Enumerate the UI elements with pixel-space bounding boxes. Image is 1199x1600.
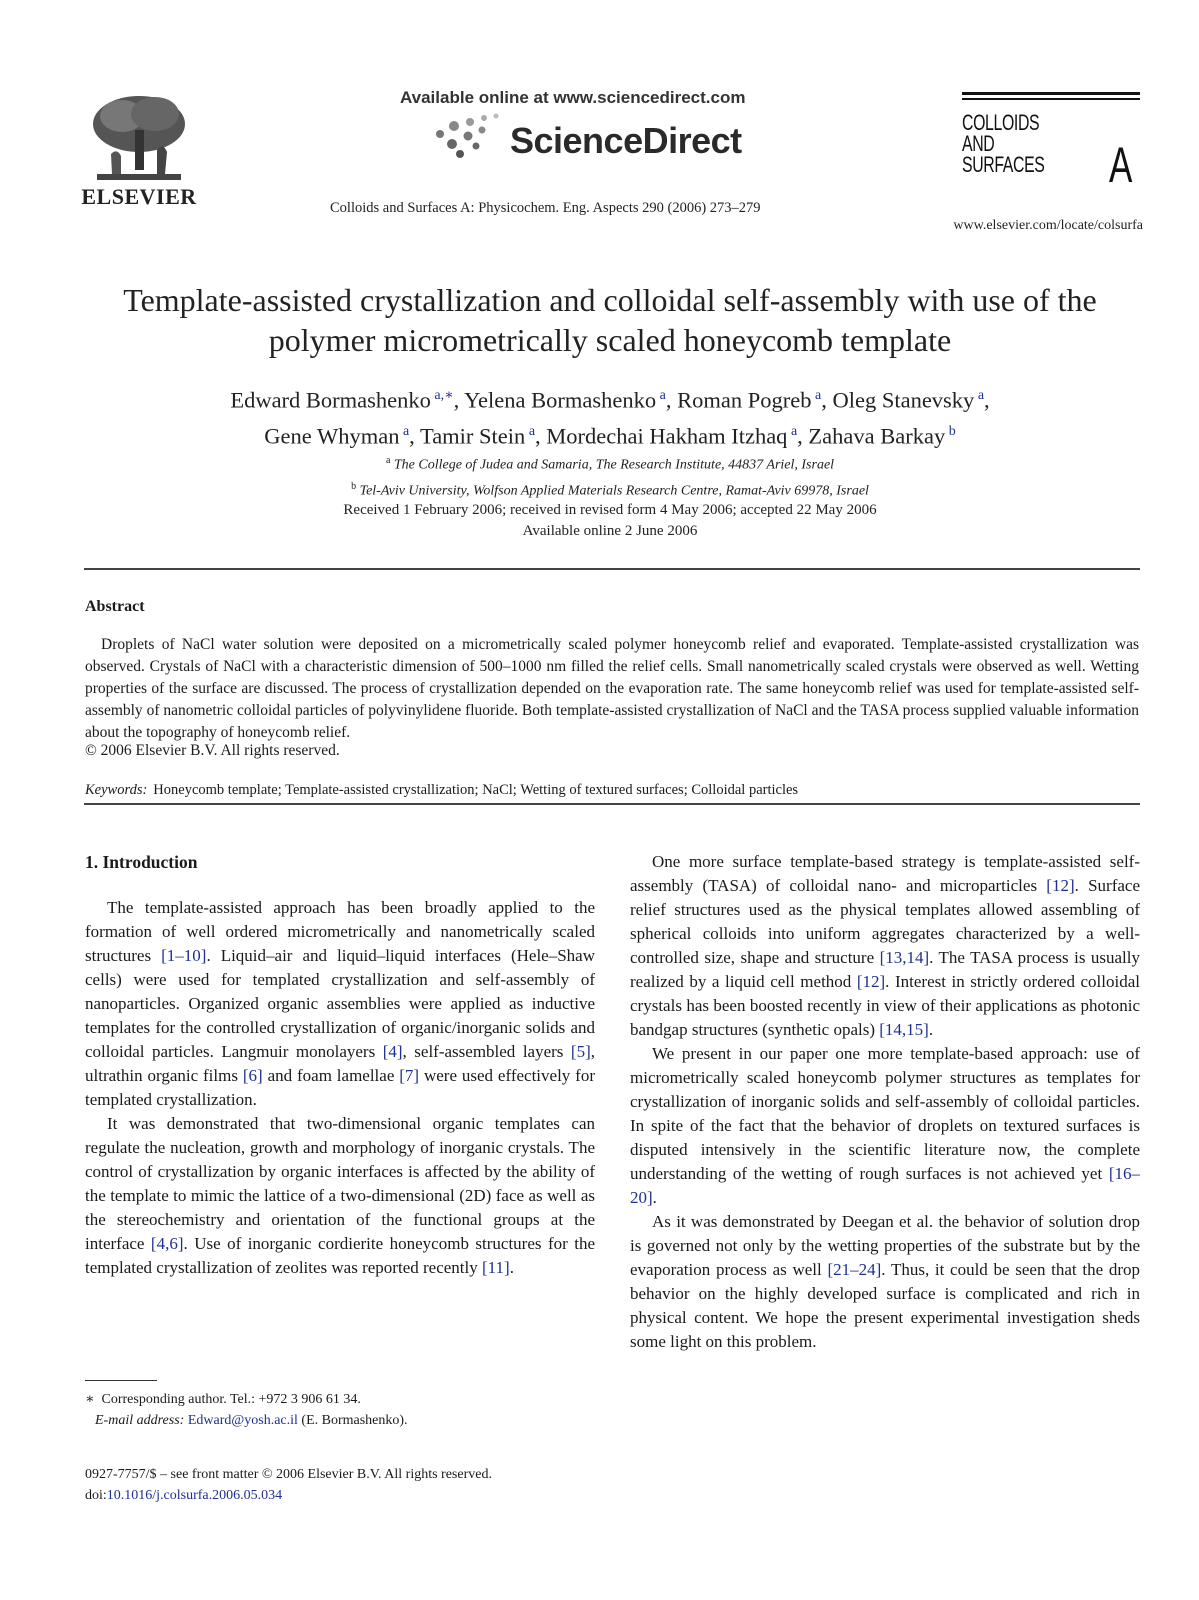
elsevier-logo <box>80 90 198 210</box>
affiliation-line <box>80 476 1140 502</box>
email-label: E-mail address: <box>95 1413 185 1428</box>
author-name: Yelena Bormashenko <box>464 387 657 413</box>
received-dates: Received 1 February 2006; received in revised form 4 May 2006; accepted 22 May 2006 <box>343 502 877 518</box>
email-owner: (E. Bormashenko). <box>301 1413 408 1428</box>
body-paragraph: It was demonstrated that two-dimensional organic templates can regulate the nucleation, growth and morphology of inorganic crystals. The control of crystallization by organic interfaces is affected by the ability of the template to mimic the lattice of a two-dimensional (2D) face as well as the stereochemistry and orientation of the functional groups at the interface [4,6]. Use of inorganic cordierite honeycomb structures for the templated crystallization of zeolites was reported recently [11]. <box>85 1114 595 1277</box>
citation-link[interactable]: [4,6] <box>150 1234 184 1253</box>
body-paragraph: One more surface template-based strategy is template-assisted self-assembly (TASA) of colloidal nano- and microparticles [12]. Surface relief structures used as the physical templates allowed assembling of spherical colloids into uniform aggregates characterized by a well-controlled size, shape and structure [13,14]. The TASA process is usually realized by a liquid cell method [12]. Interest in strictly ordered colloidal crystals has been boosted recently in view of their applications as photonic bandgap structures (synthetic opals) [14,15]. <box>630 852 1140 1039</box>
author-affiliation-mark[interactable]: a <box>525 423 536 439</box>
author-name: Zahava Barkay <box>808 423 946 448</box>
author-affiliation-mark[interactable]: a <box>787 423 798 439</box>
available-online-text: Available online at www.sciencedirect.com <box>400 88 746 107</box>
citation-link[interactable]: [5] <box>570 1042 591 1061</box>
section-heading: 1. Introduction <box>85 852 198 872</box>
abstract-text: Droplets of NaCl water solution were deposited on a micrometrically scaled polymer honeycomb relief and evaporated. Template-assisted crystallization was observed. Crystals of NaCl with a characteristic dimension of 500–1000 nm filled the relief cells. Small nanometrically scaled crystals were observed as well. Wetting properties of the surface are discussed. The process of crystallization depended on the evaporation rate. The same honeycomb relief was used for template-assisted self-assembly of nanometric colloidal particles of polyvinylidene fluoride. Both template-assisted crystallization of NaCl and the TASA process supplied valuable information about the topography of honeycomb relief. <box>85 636 1139 741</box>
journal-logo-letter: A <box>1108 137 1132 193</box>
citation-link[interactable]: [16–20] <box>630 1164 1140 1207</box>
body-paragraph: As it was demonstrated by Deegan et al. the behavior of solution drop is governed not only by the wetting properties of the substrate but by the evaporation process as well [21–24]. Thus, it could be seen that the drop behavior on the highly developed surface is complicated and rich in physical content. We hope the present experimental investigation sheds some light on this problem. <box>630 1212 1140 1351</box>
author-affiliation-mark[interactable]: a <box>811 388 822 403</box>
citation-link[interactable]: [12] <box>856 972 886 991</box>
citation-link[interactable]: [4] <box>382 1042 403 1061</box>
rule-top <box>84 568 1140 570</box>
citation-link[interactable]: [12] <box>1046 876 1075 895</box>
author-list: Edward Bormashenko $^{a,∗}$, Yelena Bormashenko $^a$, Roman Pogreb $^a$, Oleg Stanevsky $^a$, Gene Whyman $^a$, Tamir Stein $^a$, Mordechai Hakham Itzhaq $^a$, Zahava Barkay $^b$ <box>230 387 990 448</box>
journal-url[interactable]: www.elsevier.com/locate/colsurfa <box>953 218 1143 233</box>
affiliation-mark: a <box>385 455 391 466</box>
rule-bottom <box>84 803 1140 805</box>
keywords-list: Honeycomb template; Template-assisted crystallization; NaCl; Wetting of textured surfaces; Colloidal particles <box>153 782 799 798</box>
affiliation-line <box>80 450 1140 476</box>
author-name: Gene Whyman <box>264 423 400 448</box>
body-paragraph: The template-assisted approach has been broadly applied to the formation of well ordered micrometrically and nanometrically scaled structures [1–10]. Liquid–air and liquid–liquid interfaces (Hele–Shaw cells) were used for templated crystallization and self-assembly of nanoparticles. Organized organic assemblies were applied as inductive templates for the controlled crystallization of organic/inorganic solids and colloidal particles. Langmuir monolayers [4], self-assembled layers [5], ultrathin organic films [6] and foam lamellae [7] were used effectively for templated crystallization. <box>85 898 595 1109</box>
author-name: Edward Bormashenko <box>230 387 431 413</box>
issn-line: 0927-7757/$ – see front matter © 2006 Elsevier B.V. All rights reserved. <box>85 1467 492 1482</box>
citation-link[interactable]: [21–24] <box>827 1260 882 1279</box>
doi-link[interactable]: 10.1016/j.colsurfa.2006.05.034 <box>106 1488 283 1503</box>
affiliations <box>80 450 1140 501</box>
journal-reference: Colloids and Surfaces A: Physicochem. Eng. Aspects 290 (2006) 273–279 <box>330 200 761 216</box>
author-name: Mordechai Hakham Itzhaq <box>546 423 788 448</box>
author-affiliation-mark[interactable]: a <box>656 388 666 403</box>
doi-label: doi: <box>85 1488 107 1503</box>
journal-logo-title: COLLOIDS AND SURFACES <box>962 109 1045 177</box>
author-affiliation-mark[interactable]: a,∗ <box>430 388 454 403</box>
author-affiliation-mark[interactable]: b <box>945 423 956 439</box>
citation-link[interactable]: [11] <box>481 1258 510 1277</box>
citation-link[interactable]: [13,14] <box>879 948 930 967</box>
affiliation-text: The College of Judea and Samaria, The Research Institute, 44837 Ariel, Israel <box>390 457 835 473</box>
journal-logo-bar-thin <box>962 98 1140 100</box>
front-matter <box>85 1464 492 1506</box>
footnote-mark: ∗ <box>85 1392 95 1407</box>
footnote-line: Corresponding author. Tel.: +972 3 906 61 34. <box>101 1392 361 1407</box>
article-dates <box>80 500 1140 542</box>
journal-logo <box>962 92 1140 193</box>
footnote-rule <box>85 1380 157 1381</box>
keywords-label: Keywords: <box>85 782 148 798</box>
paper-title: Template-assisted crystallization and colloidal self-assembly with use of the polymer micrometrically scaled honeycomb template <box>123 282 1097 358</box>
left-paragraphs <box>85 896 595 1280</box>
affiliation-mark: b <box>351 480 357 492</box>
author-name: Oleg Stanevsky <box>832 387 975 413</box>
citation-link[interactable]: [1–10] <box>161 946 207 965</box>
body-paragraph: We present in our paper one more template-based approach: use of micrometrically scaled honeycomb polymer structures as templates for crystallization of inorganic solids and self-assembly of colloidal particles. In spite of the fact that the behavior of droplets on textured surfaces is disputed intensively in the scientific literature now, the complete understanding of the wetting of rough surfaces is not achieved yet [16–20]. <box>630 1044 1140 1207</box>
author-affiliation-mark[interactable]: a <box>399 423 410 439</box>
body-column-right <box>630 850 1140 1354</box>
journal-logo-bar <box>962 92 1140 95</box>
author-affiliation-mark[interactable]: a <box>974 388 985 403</box>
citation-link[interactable]: [14,15] <box>879 1020 929 1039</box>
citation-link[interactable]: [6] <box>242 1066 263 1085</box>
right-paragraphs <box>630 850 1140 1354</box>
sciencedirect-wordmark: ScienceDirect <box>510 120 742 161</box>
citation-link[interactable]: [7] <box>399 1066 420 1085</box>
author-name: Tamir Stein <box>420 423 526 448</box>
affiliation-text: Tel-Aviv University, Wolfson Applied Materials Research Centre, Ramat-Aviv 69978, Israel <box>356 483 869 499</box>
abstract-heading: Abstract <box>85 598 145 615</box>
body-column-left <box>85 850 595 1280</box>
available-online-date: Available online 2 June 2006 <box>522 523 698 539</box>
elsevier-wordmark: ELSEVIER <box>81 184 197 209</box>
email-link[interactable]: Edward@yosh.ac.il <box>187 1413 298 1428</box>
footnote <box>85 1389 605 1431</box>
elsevier-tree-icon <box>87 90 191 182</box>
keywords <box>85 782 1139 799</box>
author-name: Roman Pogreb <box>677 387 812 413</box>
abstract-copyright: © 2006 Elsevier B.V. All rights reserved. <box>85 742 340 759</box>
